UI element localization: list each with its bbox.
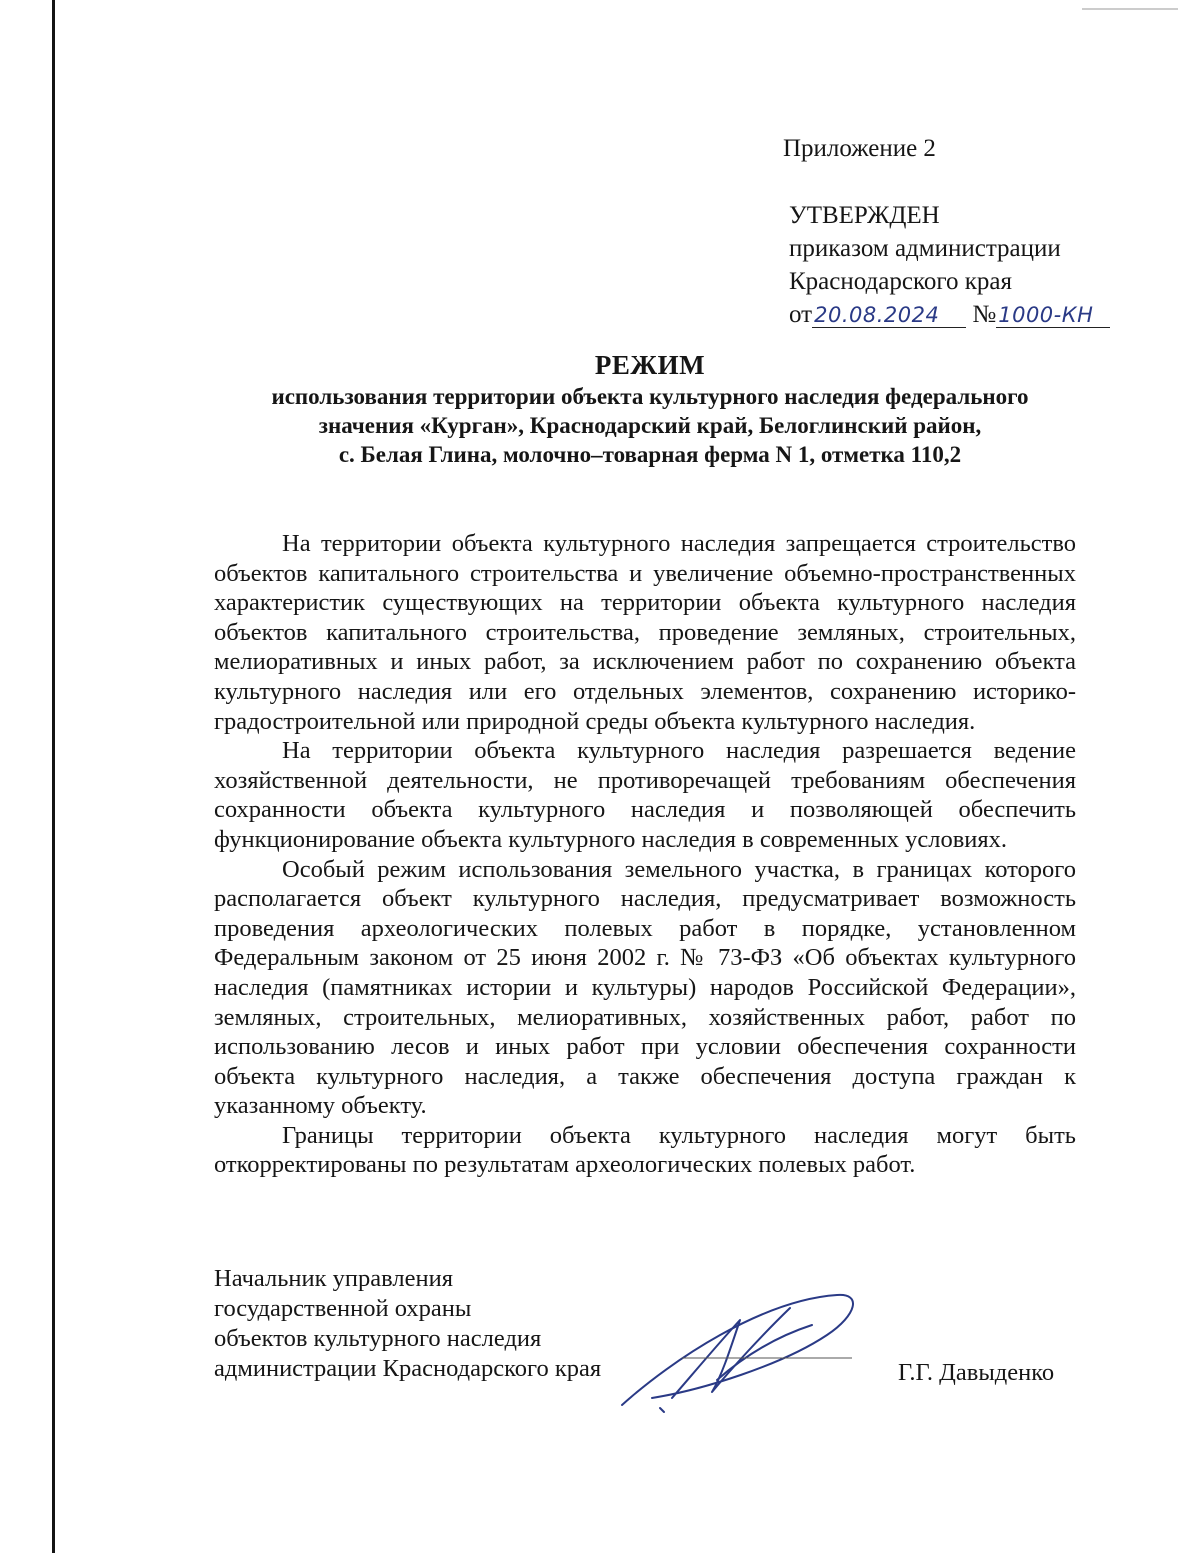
paragraph-4: Границы территории объекта культурного наследия могут быть откорректированы по результатам археологических полевых работ. <box>214 1121 1076 1179</box>
paragraph-1: На территории объекта культурного наследия запрещается строительство объектов капитального строительства и увеличение объемно-пространственных характеристик существующих на территории объекта культурного наследия объектов капитального строительства, проведение земляных, строительных, мелиоративных и иных работ, за исключением работ по сохранению объекта культурного наследия или его отдельных элементов, сохранению историко-градостроительной или природной среды объекта культурного наследия. <box>214 530 1076 735</box>
paragraph-2: На территории объекта культурного наследия разрешается ведение хозяйственной деятельности, не противоречащей требованиям обеспечения сохранности объекта культурного наследия и позволяющей обеспечить функционирование объекта культурного наследия в современных условиях. <box>214 737 1076 853</box>
handwritten-number: 1000-КН <box>996 303 1110 328</box>
approval-line-2: Краснодарского края <box>789 268 1012 295</box>
date-prefix: от <box>789 301 813 328</box>
position-line-3: объектов культурного наследия <box>214 1325 542 1352</box>
handwritten-signature <box>612 1280 862 1420</box>
approval-block <box>789 199 1110 331</box>
subtitle-line-3: с. Белая Глина, молочно–товарная ферма N 1, отметка 110,2 <box>338 442 962 467</box>
handwritten-date: 20.08.2024 <box>812 303 966 328</box>
order-date-number-line <box>789 298 1110 331</box>
signatory-name: Г.Г. Давыденко <box>898 1359 1055 1386</box>
approval-line-1: приказом администрации <box>789 235 1061 262</box>
paragraph-3: Особый режим использования земельного участка, в границах которого располагается объект культурного наследия, предусматривает возможность проведения археологических полевых работ в порядке, установленном Федеральным законом от 25 июня 2002 г. № 73-ФЗ «Об объектах культурного наследия (памятниках истории и культуры) народов Российской Федерации», земляных, строительных, мелиоративных, хозяйственных работ, работ по использованию лесов и иных работ при условии обеспечения сохранности объекта культурного наследия, а также обеспечения доступа граждан к указанному объекту. <box>214 855 1076 1120</box>
signatory-position <box>214 1264 601 1384</box>
scan-corner-mark <box>1082 0 1178 10</box>
number-prefix: № <box>972 301 997 328</box>
position-line-1: Начальник управления <box>214 1265 453 1292</box>
subtitle-line-2: значения «Курган», Краснодарский край, Белоглинский район, <box>318 413 982 438</box>
document-title: РЕЖИМ <box>594 350 706 380</box>
scan-edge-line <box>52 0 55 1553</box>
position-line-2: государственной охраны <box>214 1295 472 1322</box>
subtitle-line-1: использования территории объекта культурного наследия федерального <box>271 384 1029 409</box>
approval-heading: УТВЕРЖДЕН <box>789 202 940 229</box>
position-line-4: администрации Краснодарского края <box>214 1355 602 1382</box>
document-body <box>214 529 1076 1180</box>
appendix-label: Приложение 2 <box>783 135 936 162</box>
document-subtitle <box>150 382 1150 469</box>
